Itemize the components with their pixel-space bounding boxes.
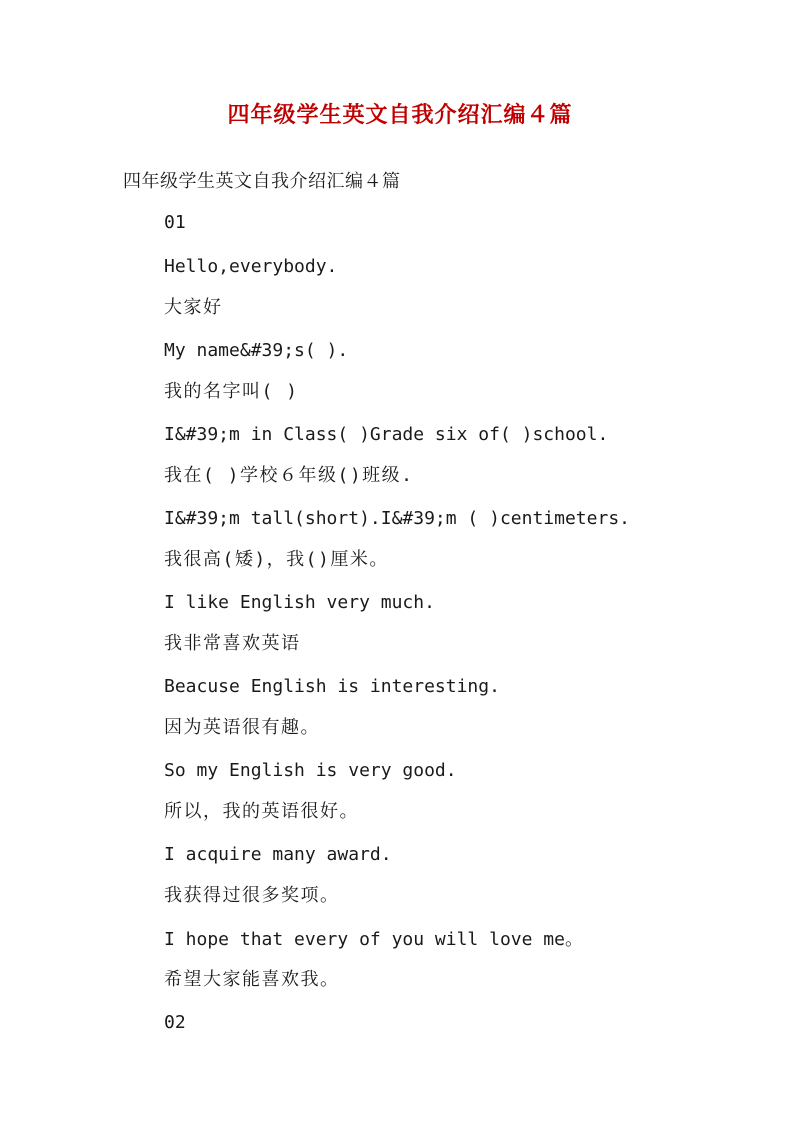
- line-zh-greeting: 大家好: [164, 297, 223, 318]
- document-subtitle: 四年级学生英文自我介绍汇编４篇: [123, 171, 401, 192]
- line-en-award: I acquire many award.: [164, 844, 392, 865]
- line-en-class: I&#39;m in Class( )Grade six of( )school.: [164, 424, 609, 445]
- line-en-height: I&#39;m tall(short).I&#39;m ( )centimeters.: [164, 508, 630, 529]
- line-zh-height: 我很高(矮)，我()厘米。: [164, 549, 389, 570]
- line-en-name: My name&#39;s( ).: [164, 340, 349, 361]
- line-en-so-good: So my English is very good.: [164, 760, 457, 781]
- line-en-greeting: Hello,everybody.: [164, 256, 338, 277]
- line-zh-because: 因为英语很有趣。: [164, 717, 320, 738]
- line-zh-like-english: 我非常喜欢英语: [164, 633, 301, 654]
- line-zh-so-good: 所以，我的英语很好。: [164, 801, 359, 822]
- line-zh-award: 我获得过很多奖项。: [164, 885, 340, 906]
- section-number-01: 01: [164, 212, 186, 233]
- line-en-because: Beacuse English is interesting.: [164, 676, 500, 697]
- line-en-like-english: I like English very much.: [164, 592, 435, 613]
- line-zh-name: 我的名字叫( ): [164, 381, 299, 402]
- line-en-hope: I hope that every of you will love me。: [164, 929, 583, 950]
- line-zh-hope: 希望大家能喜欢我。: [164, 969, 340, 990]
- section-number-02: 02: [164, 1012, 186, 1033]
- document-title: 四年级学生英文自我介绍汇编４篇: [227, 102, 573, 128]
- line-zh-class: 我在( )学校６年级()班级.: [164, 465, 414, 486]
